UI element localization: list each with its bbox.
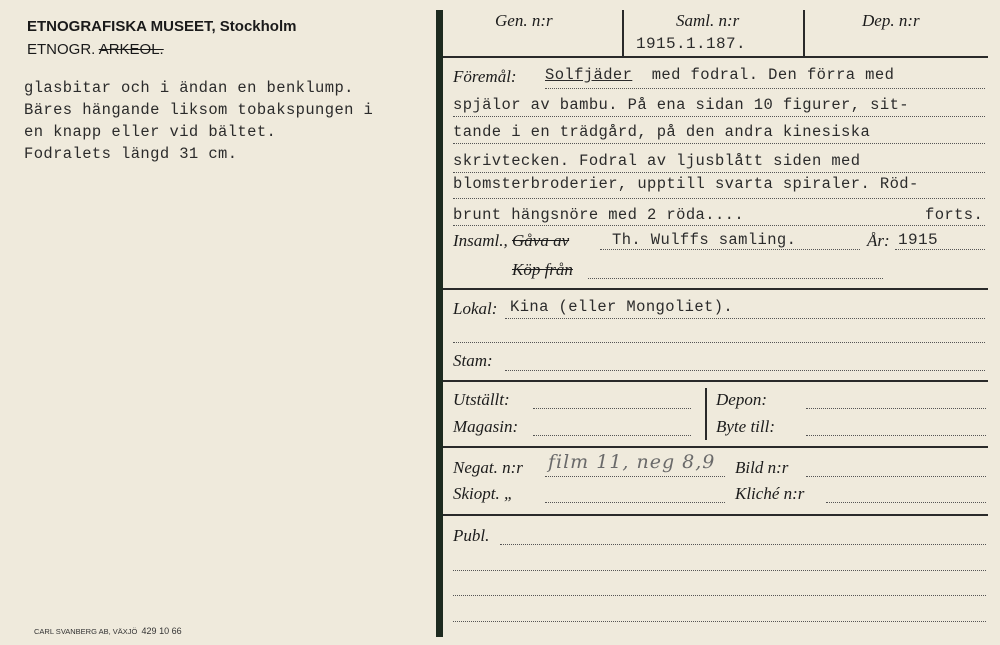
foremal-label: Föremål:	[453, 67, 517, 86]
foremal-line: blomsterbroderier, upptill svarta spiraler. Röd-	[453, 175, 919, 193]
dotted-line	[453, 342, 985, 343]
year-label: År:	[867, 231, 890, 250]
dotted-line	[895, 249, 985, 250]
foremal-line: spjälor av bambu. På ena sidan 10 figurer, sit-	[453, 96, 909, 114]
divider	[443, 514, 988, 516]
dotted-line	[533, 408, 691, 409]
lokal-label: Lokal:	[453, 299, 498, 318]
insaml-label: Insaml.,	[453, 231, 508, 250]
department-struck: ARKEOL.	[98, 41, 164, 58]
dotted-line	[453, 225, 985, 226]
left-text-line: en knapp eller vid bältet.	[24, 123, 277, 141]
bild-label: Bild n:r	[735, 458, 789, 477]
magasin-label: Magasin:	[453, 417, 519, 436]
foremal-name: Solfjäder	[545, 66, 633, 84]
dotted-line	[826, 502, 986, 503]
dotted-line	[500, 544, 986, 545]
publ-label: Publ.	[453, 526, 490, 545]
dotted-line	[533, 435, 691, 436]
printer-imprint	[34, 626, 182, 636]
divider	[803, 10, 805, 56]
department-line	[27, 41, 164, 58]
gava-label: Gåva av	[512, 231, 570, 250]
year-value: 1915	[898, 231, 939, 249]
stam-label: Stam:	[453, 351, 493, 370]
negat-label: Negat. n:r	[453, 458, 523, 477]
foremal-line: brunt hängsnöre med 2 röda....	[453, 206, 745, 224]
dotted-line	[453, 172, 985, 173]
skiopt-label: Skiopt. „	[453, 484, 514, 503]
divider	[622, 10, 624, 56]
kliche-label: Kliché n:r	[735, 484, 805, 503]
printer-name: CARL SVANBERG AB, VÄXJÖ	[34, 627, 138, 636]
dep-nr-label: Dep. n:r	[862, 11, 920, 30]
divider	[443, 446, 988, 448]
foremal-line: skrivtecken. Fodral av ljusblått siden med	[453, 152, 861, 170]
dotted-line	[453, 143, 985, 144]
dotted-line	[505, 318, 985, 319]
form-left-border	[436, 10, 443, 637]
dotted-line	[453, 116, 985, 117]
gen-nr-label: Gen. n:r	[495, 11, 553, 30]
insaml-value: Th. Wulffs samling.	[612, 231, 797, 249]
dotted-line	[453, 198, 985, 199]
dotted-line	[806, 476, 986, 477]
foremal-line	[545, 66, 894, 84]
negat-value: film 11, neg 8,9	[548, 451, 716, 473]
depon-label: Depon:	[716, 390, 767, 409]
department-prefix: ETNOGR.	[27, 41, 96, 58]
dotted-line	[806, 435, 986, 436]
museum-name: ETNOGRAFISKA MUSEET, Stockholm	[27, 18, 297, 35]
saml-nr-label: Saml. n:r	[676, 11, 740, 30]
dotted-line	[600, 249, 860, 250]
dotted-line	[545, 502, 725, 503]
divider	[443, 56, 988, 58]
saml-nr-value: 1915.1.187.	[636, 35, 747, 53]
dotted-line	[545, 476, 725, 477]
foremal-line: tande i en trädgård, på den andra kinesiska	[453, 123, 871, 141]
dotted-line	[588, 278, 883, 279]
kop-label: Köp från	[512, 260, 573, 279]
divider	[443, 380, 988, 382]
foremal-forts: forts.	[925, 206, 984, 224]
dotted-line	[453, 621, 986, 622]
byte-label: Byte till:	[716, 417, 776, 436]
dotted-line	[453, 595, 986, 596]
divider	[443, 288, 988, 290]
dotted-line	[545, 88, 985, 89]
left-text-line: Bäres hängande liksom tobakspungen i	[24, 101, 374, 119]
dotted-line	[505, 370, 985, 371]
foremal-line1-rest: med fodral. Den förra med	[651, 66, 895, 84]
printer-code: 429 10 66	[141, 626, 182, 636]
divider	[705, 388, 707, 440]
left-text-line: glasbitar och i ändan en benklump.	[24, 79, 354, 97]
utstallt-label: Utställt:	[453, 390, 510, 409]
left-text-line: Fodralets längd 31 cm.	[24, 145, 238, 163]
lokal-value: Kina (eller Mongoliet).	[510, 298, 734, 316]
dotted-line	[806, 408, 986, 409]
dotted-line	[453, 570, 986, 571]
